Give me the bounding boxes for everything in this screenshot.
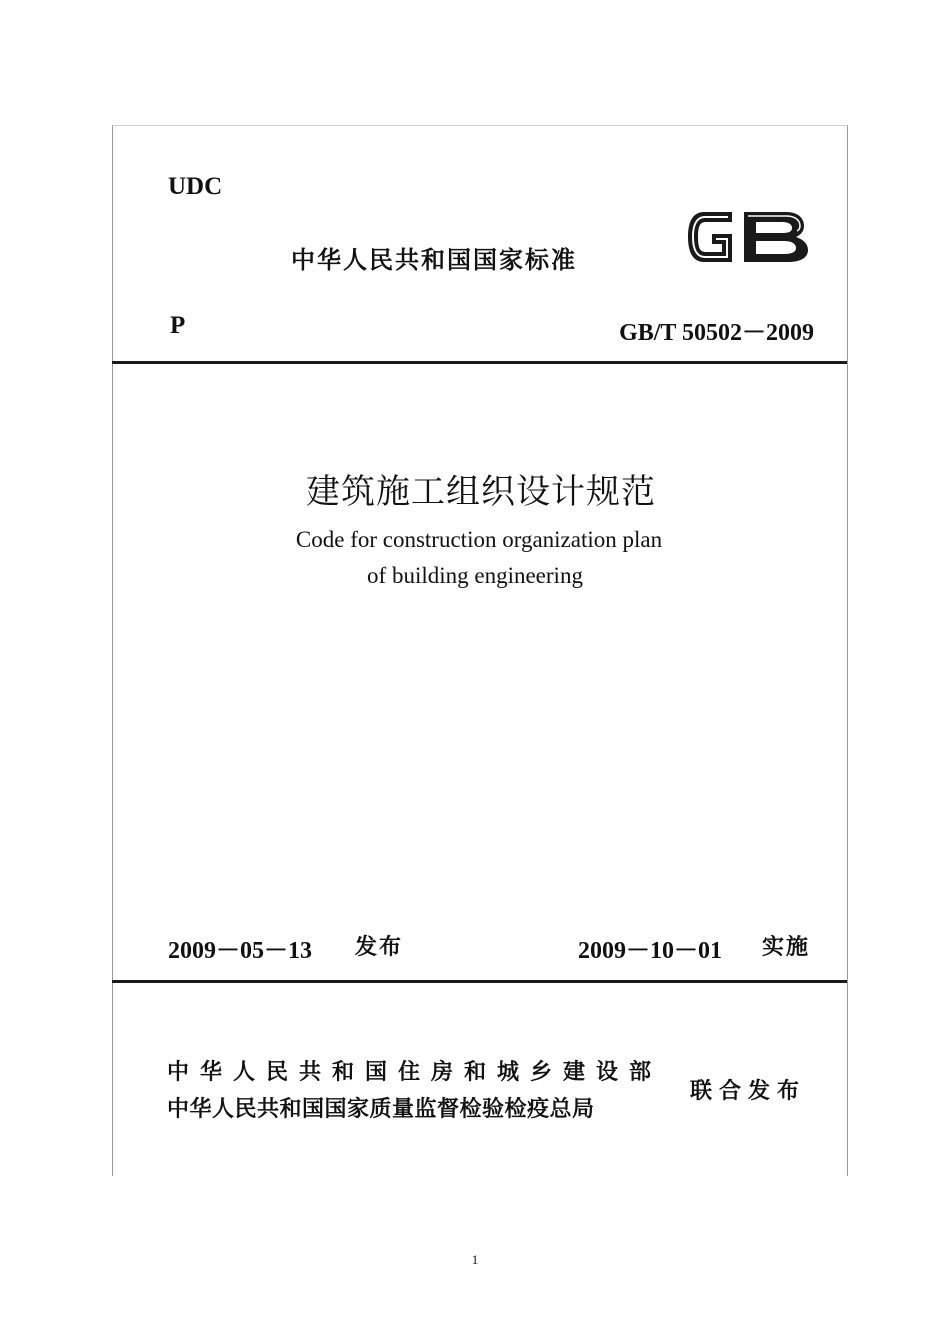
bottom-divider	[112, 980, 847, 983]
page-number: 1	[471, 1252, 479, 1267]
title-english-line2: of building engineering	[367, 563, 583, 588]
title-english-line1: Code for construction organization plan	[295, 527, 663, 552]
national-standard-heading: 中华人民共和国国家标准	[291, 246, 577, 274]
udc-label: UDC	[168, 173, 223, 200]
gb-logo	[682, 204, 814, 270]
title-chinese: 建筑施工组织设计规范	[306, 472, 656, 512]
publisher-line-1: 中华人民共和国住房和城乡建设部	[167, 1060, 663, 1085]
implement-label: 实施	[762, 935, 811, 960]
joint-publish-label: 联合发布	[690, 1079, 807, 1104]
cover-frame	[112, 125, 848, 1176]
top-divider	[112, 361, 847, 364]
issue-label: 发布	[355, 935, 404, 960]
classification-code: P	[170, 312, 186, 339]
issue-date: 2009－05－13	[168, 938, 312, 964]
standard-number: GB/T 50502－2009	[619, 320, 814, 346]
publisher-line-2: 中华人民共和国国家质量监督检验检疫总局	[167, 1097, 595, 1122]
implement-date: 2009－10－01	[578, 938, 722, 964]
